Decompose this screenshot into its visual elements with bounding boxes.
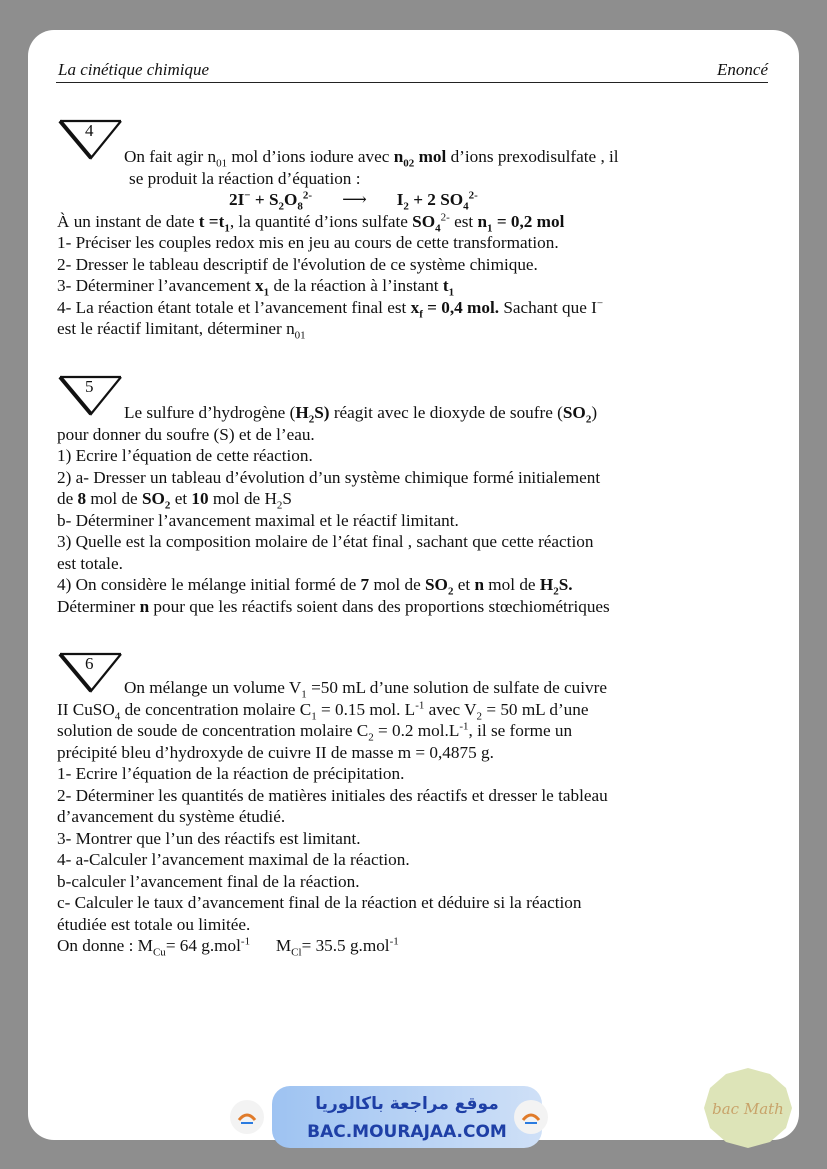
ex5-question-2a-cont: de 8 mol de $SO_2$ et 10 mol de $H_2S$ (57, 489, 292, 512)
ex4-line-1: On fait agir $n_{01}$ mol d’ions iodure avec $n_{02}$ mol d’ions prexodisulfate , il (124, 147, 619, 170)
site-banner[interactable] (272, 1086, 542, 1148)
exercise-number: 5 (85, 377, 94, 396)
ex5-question-4-cont: Déterminer n pour que les réactifs soient dans des proportions stœchiométriques (57, 596, 610, 616)
ex6-question-4c: c- Calculer le taux d’avancement final de la réaction et déduire si la réaction (57, 893, 582, 912)
ex5-line-1: Le sulfure d’hydrogène $(H_2S)$ réagit avec le dioxyde de soufre $(SO_2)$ (124, 403, 598, 426)
ex5-line-2: pour donner du soufre (S) et de l’eau. (57, 424, 315, 444)
exercise-number-badge (57, 118, 123, 160)
site-url-link[interactable]: BAC.MOURAJAA.COM (307, 1122, 507, 1142)
ex6-question-4b: b-calculer l’avancement final de la réaction. (57, 871, 360, 891)
exercise-number-badge (57, 374, 123, 416)
site-logo-icon (230, 1100, 264, 1134)
ex4-question-2: 2- Dresser le tableau descriptif de l'évolution de ce système chimique. (57, 254, 538, 274)
ex6-question-3: 3- Montrer que l’un des réactifs est limitant. (57, 828, 361, 848)
ex5-question-1: 1) Ecrire l’équation de cette réaction. (57, 446, 313, 465)
header-title: La cinétique chimique (58, 60, 210, 79)
ex6-question-2-cont: d’avancement du système étudié. (57, 807, 286, 826)
ex6-question-4c-cont: étudiée est totale ou limitée. (57, 914, 251, 934)
exercise-5 (57, 374, 773, 617)
ex6-line-1: On mélange un volume $V_1 =50$ mL d’une solution de sulfate de cuivre (124, 678, 607, 701)
ex6-given-data: On donne : $M_{Cu}= 64$ g.mol$^{-1}$ $M_{Cl}= 35.5$ g.mol$^{-1}$ (57, 935, 399, 959)
logo-text: bac Math (712, 1100, 784, 1118)
ex4-question-1: 1- Préciser les couples redox mis en jeu au cours de cette transformation. (57, 233, 559, 252)
site-logo-icon (514, 1100, 548, 1134)
ex6-line-3: solution de soude de concentration molaire $C_2 = 0.2$ $mol.L^{-1}$, il se forme un (57, 720, 573, 744)
exercise-number: 4 (85, 121, 94, 140)
ex4-line-2: se produit la réaction d’équation : (129, 168, 361, 188)
ex6-line-2: II CuSO$_4$ de concentration molaire $C_1 = 0.15$ mol. $L^{-1}$ avec $V_2 = 50$ mL d’une (57, 698, 589, 722)
header-label: Enoncé (717, 60, 768, 79)
ex5-question-4: 4) On considère le mélange initial formé de 7 mol de $SO_2$ et n mol de $H_2S$. (57, 575, 573, 598)
ex5-question-3-cont: est totale. (57, 553, 123, 573)
ex6-line-4: précipité bleu d’hydroxyde de cuivre II de masse m = 0,4875 g. (57, 742, 494, 762)
ex4-question-4-cont: est le réactif limitant, déterminer $n_{01}$ (57, 319, 306, 342)
reaction-equation: $2I^- + S_2O_8^{2-}$ ⟶ $I_2 + 2$ $SO_4^{2-}$ (229, 189, 478, 213)
site-footer (230, 1086, 585, 1148)
ex5-question-2b: b- Déterminer l’avancement maximal et le réactif limitant. (57, 510, 459, 530)
ex5-question-3: 3) Quelle est la composition molaire de l’état final , sachant que cette réaction (57, 532, 594, 551)
page-header (56, 60, 768, 83)
ex6-question-4a: 4- a-Calculer l’avancement maximal de la réaction. (57, 850, 410, 869)
ex6-question-1: 1- Ecrire l’équation de la réaction de précipitation. (57, 764, 405, 783)
exercise-number: 6 (85, 654, 94, 673)
ex5-question-2a: 2) a- Dresser un tableau d’évolution d’un système chimique formé initialement (57, 467, 601, 487)
exercise-6 (57, 651, 773, 957)
bac-math-logo (696, 1066, 800, 1150)
ex6-question-2: 2- Déterminer les quantités de matières initiales des réactifs et dresser le tableau (57, 785, 608, 805)
ex4-question-3: 3- Déterminer l’avancement $x_1$ de la réaction à l’instant $t_1$ (57, 276, 455, 299)
exercise-number-badge (57, 651, 123, 693)
ex4-line-3: À un instant de date $t =t_1$, la quantité d’ions sulfate $SO_4^{2-}$ est $n_1 = 0,2$ mol (57, 210, 565, 234)
site-name-arabic: موقع مراجعة باكالوريا (315, 1094, 499, 1114)
exercise-4 (57, 118, 773, 340)
ex4-question-4: 4- La réaction étant totale et l’avancement final est $x_f = 0,4$ mol. Sachant que I− (57, 296, 604, 320)
